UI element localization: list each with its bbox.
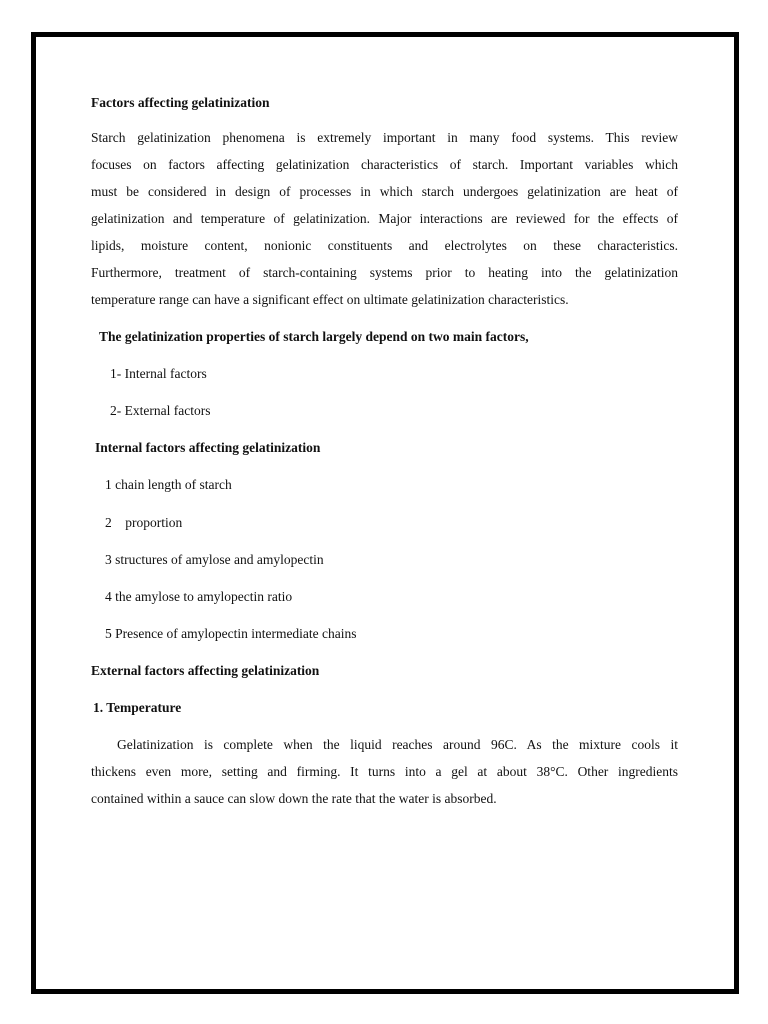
temperature-line-3: contained within a sauce can slow down the rate that the water is absorbed. [91, 791, 497, 806]
external-factors-heading: External factors affecting gelatinization [91, 663, 320, 678]
intro-line-4: gelatinization and temperature of gelatinization. Major interactions are reviewed for the effects of [91, 211, 678, 226]
intro-line-2: focuses on factors affecting gelatinization characteristics of starch. Important variables which [91, 157, 678, 172]
main-factor-item-1: 1- Internal factors [110, 366, 207, 381]
internal-item-5: 5 Presence of amylopectin intermediate chains [105, 626, 357, 641]
page-border [31, 32, 739, 994]
intro-line-7: temperature range can have a significant effect on ultimate gelatinization characteristics. [91, 292, 569, 307]
intro-line-6: Furthermore, treatment of starch-containing systems prior to heating into the gelatinization [91, 265, 678, 280]
intro-line-3: must be considered in design of processes in which starch undergoes gelatinization are heat of [91, 184, 678, 199]
section-heading: Factors affecting gelatinization [91, 95, 270, 110]
temperature-heading: 1. Temperature [93, 700, 182, 715]
intro-line-1: Starch gelatinization phenomena is extremely important in many food systems. This review [91, 130, 678, 145]
temperature-line-2: thickens even more, setting and firming. It turns into a gel at about 38°C. Other ingredients [91, 764, 678, 779]
internal-item-4: 4 the amylose to amylopectin ratio [105, 589, 293, 604]
internal-item-2: 2 proportion [105, 515, 183, 530]
temperature-line-1: Gelatinization is complete when the liquid reaches around 96C. As the mixture cools it [117, 737, 678, 752]
intro-line-5: lipids, moisture content, nonionic constituents and electrolytes on these characteristics. [91, 238, 678, 253]
main-factors-heading: The gelatinization properties of starch largely depend on two main factors, [99, 329, 529, 344]
main-factor-item-2: 2- External factors [110, 403, 211, 418]
internal-factors-heading: Internal factors affecting gelatinization [95, 440, 321, 455]
internal-item-1: 1 chain length of starch [105, 477, 232, 492]
internal-item-3: 3 structures of amylose and amylopectin [105, 552, 324, 567]
